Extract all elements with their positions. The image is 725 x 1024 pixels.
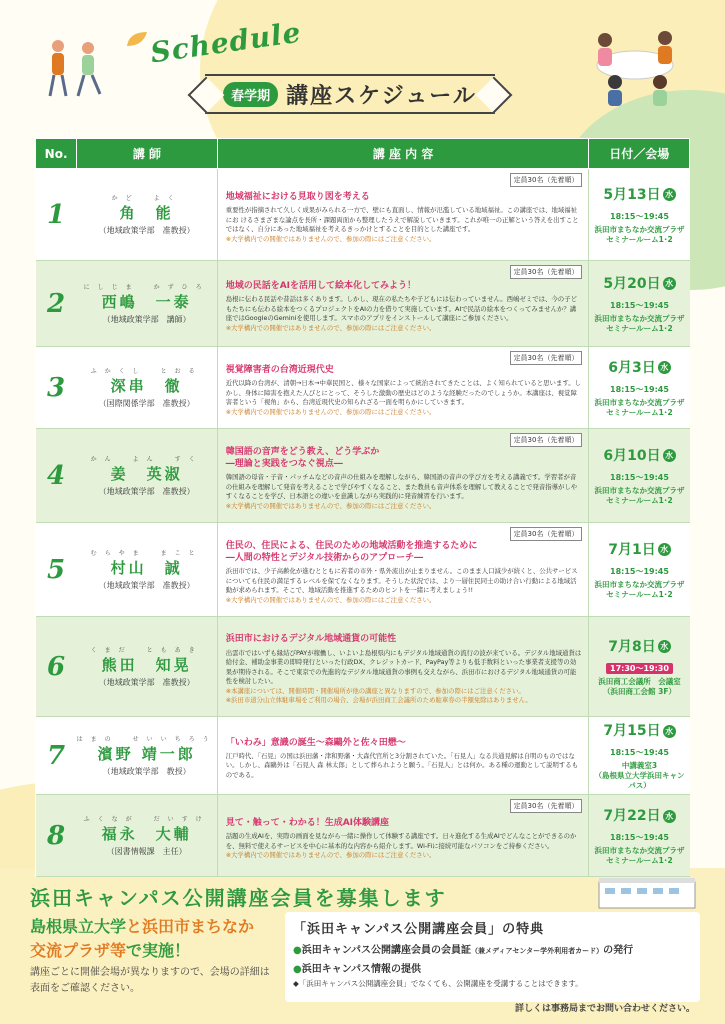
venue-line1: 中講義室3 [621, 761, 658, 770]
table-row [36, 795, 690, 877]
header-content: 講 座 内 容 [217, 139, 589, 169]
lecture-number: 3 [36, 347, 77, 429]
lecture-description: 話題の生成AIを、実際の画面を見ながら一緒に操作して体験する講座です。日々進化する生成AIでどんなことができるのかを、無料で使えるサービスを中心に基本的な内容から紹介します。Wi-Fiに接続可能なパソコンをご持参ください。 [225, 832, 577, 850]
benefit-box [285, 912, 700, 1002]
lecturer-cell [77, 261, 218, 347]
lecture-date: 7月22日 水 [591, 805, 687, 825]
weekday-badge: 水 [663, 810, 676, 823]
weekday-badge: 水 [663, 725, 676, 738]
lecture-time: 18:15～19:45 [610, 566, 669, 576]
table-header-row [36, 139, 690, 169]
lecture-description: 韓国語の母音・子音・パッチムなどの音声の仕組みを理解しながら、韓国語の音声の学び方を考える講義です。学習者が音の仕組みを理解して発音を考えることで学びやすくなること、また教員も音声体系を理解して教えることで発音指導がしやすくなることを学び、日本語との違いを意識しながら実践的に発音練習を行います。 [225, 473, 578, 501]
lecture-number: 1 [36, 169, 77, 261]
lecturer-affiliation: （地域政策学部 准教授） [98, 487, 195, 496]
venue-line1: 浜田市まちなか交流プラザ [594, 313, 685, 323]
venue-line2: （島根県立大学浜田キャンパス） [594, 771, 685, 791]
lecturer-name: 村山 誠 [110, 559, 183, 577]
table-row [36, 429, 690, 523]
lecture-content-cell [217, 523, 589, 617]
lecture-content-cell [217, 795, 589, 877]
table-row [36, 717, 690, 795]
lecture-description: 出雲市ではいずも縁結びPAYが稼働し、いよいよ島根県内にもデジタル地域通貨の流行の波が来ている。デジタル地域通貨は給付金、補助金事業の即時発行といった行政DX、クレジットカード、PayPay等よりも低手数料といった事業者支援等の効果が期待される。そこで東京での先進的なデジタル地域通貨の事例も交えながら、浜田市におけるデジタル地域通貨の可能性を検討したい。 [225, 648, 582, 686]
venue-line1: 浜田市まちなか交流プラザ [594, 397, 685, 407]
lecturer-name: 深串 徹 [110, 377, 183, 395]
benefit-item: ●浜田キャンパス公開講座会員の会員証（兼メディアセンター学外利用者カード）の発行 [293, 945, 634, 956]
lecturer-affiliation: （図書情報課 主任） [106, 847, 187, 857]
lecture-time: 18:15～19:45 [610, 748, 669, 757]
table-row [36, 347, 690, 429]
lecture-description: 浜田市では、少子高齢化が進むとともに若者の市外・県外流出が止まりません。このまま人口減少が続くと、公共サービスについても住民の満足するレベルを保てなくなります。そうした状況では、より一層住民同士の助け合い行動による地域活動が求められます。そこで、地域活動を推進するためのヒントを一緒に考えましょう!! [225, 567, 578, 595]
lecturer-name: 熊田 知晃 [101, 656, 192, 674]
lecturer-affiliation: （地域政策学部 准教授） [98, 226, 195, 235]
capacity-badge: 定員30名（先着順） [510, 433, 583, 447]
lecturer-name: 姜 英淑 [110, 465, 183, 483]
venue-line2: （浜田商工会館 3F） [603, 687, 676, 696]
lecture-number: 2 [36, 261, 77, 347]
schedule-script-title: Schedule [148, 15, 304, 70]
lecture-date: 7月15日 水 [591, 720, 687, 740]
lecturer-name: 西嶋 一泰 [101, 293, 192, 311]
lecturer-ruby: かど よく [111, 195, 182, 202]
table-row [36, 523, 690, 617]
weekday-badge: 水 [658, 640, 671, 653]
lecturer-ruby: はまの せいいちろう [76, 736, 217, 744]
meeting-table-illustration [575, 20, 695, 110]
schedule-table [35, 138, 690, 877]
leaf-icon [125, 30, 149, 48]
lecture-number: 8 [36, 795, 77, 877]
title-banner [205, 74, 495, 114]
lecturer-name: 濱野 靖一郎 [97, 745, 196, 764]
lecture-title: 韓国語の音声をどう教え、どう学ぶか [225, 446, 380, 457]
footer-note: 講座ごとに開催会場が異なりますので、会場の詳細は表面をご確認ください。 [30, 967, 270, 994]
weekday-badge: 水 [658, 543, 671, 556]
lecture-content-cell [217, 261, 589, 347]
lecture-time: 18:15～19:45 [610, 833, 669, 843]
lecture-time: 18:15～19:45 [610, 472, 669, 482]
footer-subtitle-line2: 交流プラザ等で実施！ [30, 941, 191, 960]
date-venue-cell [589, 347, 690, 429]
lecturer-cell [77, 717, 218, 795]
contact-note: 詳しくは事務局までお問い合わせください。 [514, 1004, 695, 1014]
capacity-badge: 定員30名（先着順） [510, 265, 583, 279]
lecture-time: 17:30～19:30 [606, 663, 673, 674]
venue-line1: 浜田商工会議所 会議室 [598, 676, 681, 686]
lecturer-cell [77, 795, 218, 877]
date-venue-cell [589, 717, 690, 795]
lecturer-name: 福永 大輔 [101, 825, 192, 844]
date-venue-cell [589, 261, 690, 347]
lecture-title: 住民の、住民による、住民のための地域活動を推進するために [225, 540, 478, 551]
date-venue-cell [589, 617, 690, 717]
venue-line2: セミナールーム1･2 [606, 324, 673, 333]
lecture-content-cell [217, 617, 589, 717]
footer-title: 浜田キャンパス公開講座会員を募集します [30, 886, 447, 910]
lecture-note-2: ※浜田市道分山立体駐車場をご利用の場合、会場が浜田商工会議所のため駐車券の半額免除はありません。 [225, 696, 532, 705]
venue-line1: 浜田市まちなか交流プラザ [594, 485, 685, 495]
lecture-number: 4 [36, 429, 77, 523]
lecture-date: 6月10日 水 [591, 445, 687, 465]
lecture-description: 島根に伝わる民話や昔話は多くあります。しかし、現在の私たちや子どもには伝わっていません。西嶋ゼミでは、今の子どもたちにも伝わる絵本をつくるプロジェクトをAIの力を借りて実施しています。AIで民話の絵本をつくってみませんか？講座ではGoogleのGeminiを使用します。スマホのアプリをインストールして講座にご参加ください。 [225, 295, 577, 323]
benefit-item: ●浜田キャンパス情報の提供 [293, 964, 422, 975]
table-row [36, 617, 690, 717]
season-badge: 春学期 [223, 82, 278, 107]
lecture-note: ※大学構内での開催ではありませんので、参加の際にはご注意ください。 [225, 234, 436, 243]
lecture-title: 地域の民話をAIを活用して絵本化してみよう！ [225, 280, 417, 291]
lecture-number: 6 [36, 617, 77, 717]
lecture-time: 18:15～19:45 [610, 211, 669, 221]
lecture-title: 見て・触って・わかる！生成AI体験講座 [225, 818, 390, 829]
venue-line1: 浜田市まちなか交流プラザ [594, 579, 685, 589]
date-venue-cell [589, 795, 690, 877]
lecturer-cell [77, 169, 218, 261]
lecture-note: ※本講座については、開催時間・開催場所が他の講座と異なりますので、参加の際にはご注意ください。 [225, 687, 525, 695]
lecture-time: 18:15～19:45 [610, 300, 669, 310]
venue-line2: セミナールーム1･2 [606, 856, 673, 866]
lecturer-affiliation: （地域政策学部 准教授） [98, 581, 195, 590]
lecturer-affiliation: （地域政策学部 講師） [102, 315, 191, 324]
weekday-badge: 水 [663, 449, 676, 462]
venue-line2: セミナールーム1･2 [606, 235, 673, 244]
membership-footer [0, 868, 725, 1024]
header-no: No. [36, 139, 77, 169]
lecturer-ruby: ふくなが だいすけ [83, 816, 210, 824]
lecture-note: ※大学構内での開催ではありませんので、参加の際にはご注意ください。 [225, 323, 436, 332]
capacity-badge: 定員30名（先着順） [510, 173, 583, 187]
lecture-number: 7 [36, 717, 77, 795]
people-walking-illustration [40, 36, 115, 106]
lecture-subtitle: ―人間の特性とデジタル技術からのアプローチ― [225, 552, 424, 563]
weekday-badge: 水 [663, 277, 676, 290]
lecturer-ruby: ふかくし とおる [90, 368, 203, 375]
lecture-content-cell [217, 347, 589, 429]
lecture-date: 7月1日 水 [591, 539, 687, 559]
lecture-content-cell [217, 717, 589, 795]
lecturer-name: 角 能 [119, 204, 174, 222]
lecture-content-cell [217, 429, 589, 523]
lecture-description: 近代以降の台湾が、清朝→日本→中華民国と、様々な国家によって統治されてきたことは、よく知られていると思います。しかし、身体に障害を抱えた人びとにとって、そうした激動の歴史はどのような経験だったのでしょうか。本講座は、視覚障害者という「視角」から、台湾近現代史の知られざる一面を明らかにしていきます。 [225, 379, 581, 407]
header-lecturer: 講 師 [77, 139, 218, 169]
lecture-title: 「いわみ」意識の誕生～森鷗外と佐々田懋～ [225, 737, 406, 748]
date-venue-cell [589, 169, 690, 261]
lecture-note: ※大学構内での開催ではありませんので、参加の際にはご注意ください。 [225, 407, 436, 416]
lecture-content-cell [217, 169, 589, 261]
lecture-title: 浜田市におけるデジタル地域通貨の可能性 [225, 634, 397, 645]
benefit-title: 「浜田キャンパス公開講座会員」の特典 [293, 922, 545, 937]
benefit-subnote: ◆「浜田キャンパス公開講座会員」でなくても、公開講座を受講することはできます。 [293, 979, 583, 988]
footer-subtitle-line1: 島根県立大学と浜田市まちなか [30, 917, 255, 936]
page-title: 講座スケジュール [286, 83, 477, 109]
weekday-badge: 水 [658, 361, 671, 374]
building-illustration [595, 876, 700, 910]
lecture-note: ※大学構内での開催ではありませんので、参加の際にはご注意ください。 [225, 501, 436, 510]
date-venue-cell [589, 429, 690, 523]
lecture-date: 5月13日 水 [591, 184, 687, 204]
venue-line2: セミナールーム1･2 [606, 408, 673, 417]
capacity-badge: 定員30名（先着順） [510, 799, 583, 813]
venue-line2: セミナールーム1･2 [606, 496, 673, 505]
lecturer-cell [77, 617, 218, 717]
lecturer-cell [77, 523, 218, 617]
capacity-badge: 定員30名（先着順） [510, 527, 583, 541]
lecture-title: 地域福祉における見取り図を考える [225, 191, 370, 202]
lecturer-ruby: くまだ ともあき [90, 647, 203, 654]
venue-line1: 浜田市まちなか交流プラザ [594, 224, 685, 234]
lecture-description: 江戸時代、「石見」の国は浜田藩・津和野藩・大森代官所と3分割されていた。「石見人」なる共通見解は自明のものではない。しかし、森鷗外は「石見人 森 林太郎」として葬られようと願う。「石見人」とは何か。ある種の運動として説明するものである。 [225, 751, 579, 780]
lecture-date: 5月20日 水 [591, 273, 687, 293]
venue-line2: セミナールーム1･2 [606, 590, 673, 599]
lecture-note: ※大学構内での開催ではありませんので、参加の際にはご注意ください。 [225, 595, 436, 604]
lecture-description: 重要性が指摘されて久しく成果がみられる一方で、壁にも直面し、情報が氾濫している地域福祉。この講座では、地域福祉にお けるさまざまな論点を長所・課題両面から整理したうえで解説していきます。これが唯一の正解という答えを出すことではなく、自分にあった地域福祉を考えるきっかけとすることを目的とした講座です。 [225, 206, 579, 234]
lecturer-affiliation: （地域政策学部 教授） [102, 767, 191, 777]
lecturer-affiliation: （地域政策学部 准教授） [98, 678, 195, 687]
lecture-note: ※大学構内での開催ではありませんので、参加の際にはご注意ください。 [225, 851, 436, 860]
lecture-time: 18:15～19:45 [610, 384, 669, 394]
header-date: 日付／会場 [589, 139, 690, 169]
lecturer-cell [77, 347, 218, 429]
table-row [36, 261, 690, 347]
lecture-date: 6月3日 水 [591, 357, 687, 377]
lecturer-cell [77, 429, 218, 523]
table-row [36, 169, 690, 261]
lecturer-ruby: かん よん すく [90, 456, 203, 463]
lecture-title: 視覚障害者の台湾近現代史 [225, 364, 334, 375]
lecture-number: 5 [36, 523, 77, 617]
capacity-badge: 定員30名（先着順） [510, 351, 583, 365]
lecturer-ruby: にしじま かずひろ [83, 284, 210, 291]
lecturer-ruby: むらやま まこと [90, 550, 203, 557]
lecture-subtitle: ―理論と実践をつなぐ視点― [225, 458, 343, 469]
date-venue-cell [589, 523, 690, 617]
weekday-badge: 水 [663, 188, 676, 201]
lecturer-affiliation: （国際関係学部 准教授） [98, 399, 195, 408]
venue-line1: 浜田市まちなか交流プラザ [594, 846, 685, 856]
lecture-date: 7月8日 水 [591, 636, 687, 656]
